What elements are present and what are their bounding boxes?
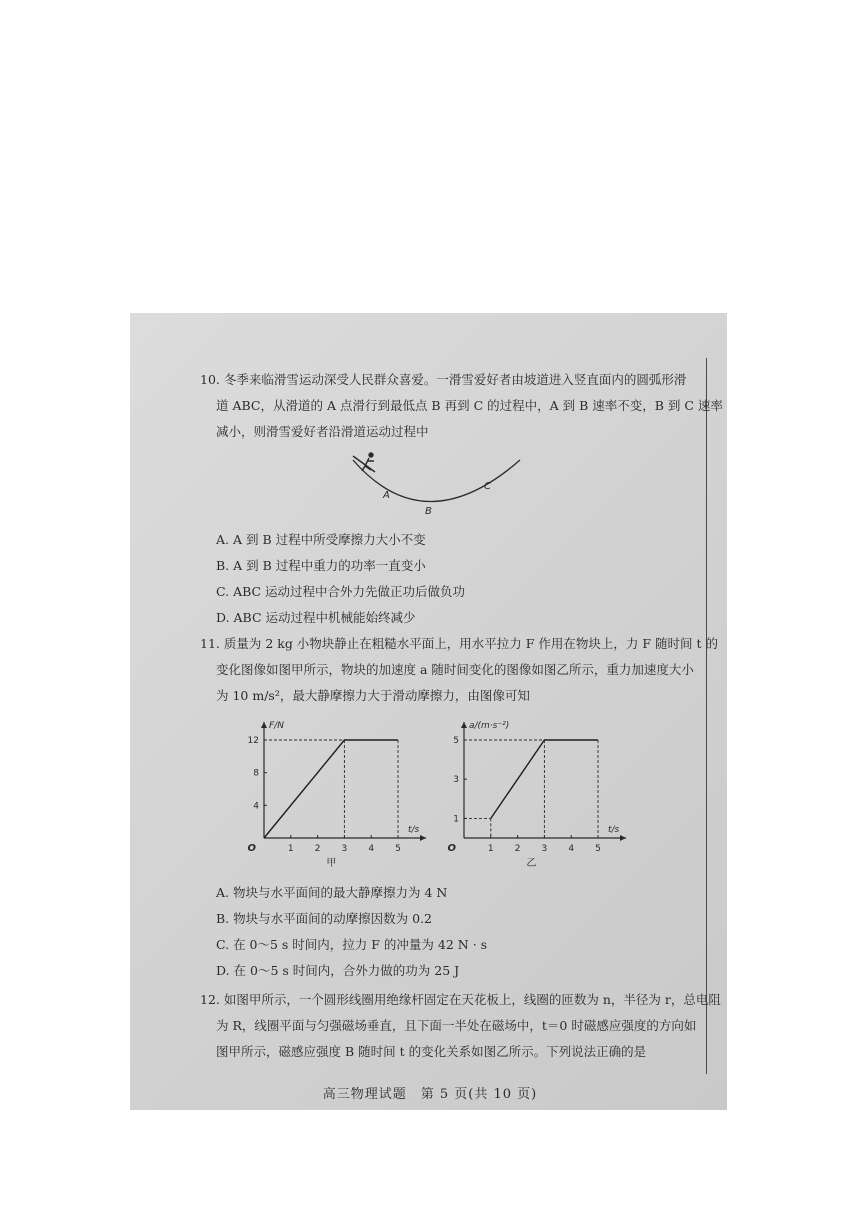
chart-caption: 乙 [526, 858, 537, 869]
x-tick-label: 4 [568, 844, 575, 854]
x-tick-label: 2 [514, 844, 521, 854]
y-tick-label: 8 [253, 768, 259, 779]
q11-option-a: A. 物块与水平面间的最大静摩擦力为 4 N [216, 885, 448, 900]
y-axis-arrow [461, 722, 467, 728]
arc-track [353, 460, 520, 502]
y-tick-label: 1 [453, 814, 459, 825]
ski-track-figure [345, 448, 530, 518]
q12-line-3: 图甲所示，磁感应强度 B 随时间 t 的变化关系如图乙所示。下列说法正确的是 [216, 1044, 647, 1059]
point-a-label: A [383, 490, 390, 501]
x-tick-label: 2 [314, 844, 321, 854]
q11-option-d: D. 在 0～5 s 时间内，合外力做的功为 25 J [216, 963, 460, 978]
q10-option-d: D. ABC 运动过程中机械能始终减少 [216, 610, 416, 625]
skier-icon [353, 453, 375, 472]
point-c-label: C [484, 481, 491, 492]
y-tick-label: 5 [453, 736, 459, 746]
x-tick-label: 4 [368, 844, 375, 854]
q11-option-c: C. 在 0～5 s 时间内，拉力 F 的冲量为 42 N · s [216, 937, 488, 952]
y-tick-label: 12 [247, 736, 259, 746]
q10-option-c: C. ABC 运动过程中合外力先做正功后做负功 [216, 584, 466, 599]
y-axis-label: a/(m·s⁻²) [469, 721, 510, 731]
chart-force-vs-time [240, 720, 440, 870]
x-axis-arrow [420, 835, 426, 841]
chart-acceleration-vs-time [440, 720, 640, 870]
q10-option-a: A. A 到 B 过程中所受摩擦力大小不变 [216, 532, 426, 547]
series-line [264, 740, 398, 838]
origin-label: O [247, 843, 256, 854]
q10-line-2: 道 ABC，从滑道的 A 点滑行到最低点 B 再到 C 的过程中，A 到 B 速率不变，B 到 C 速率 [216, 398, 723, 413]
point-b-label: B [425, 506, 432, 517]
x-tick-label: 5 [395, 844, 401, 854]
q10-option-b: B. A 到 B 过程中重力的功率一直变小 [216, 558, 426, 573]
y-tick-label: 4 [253, 801, 259, 812]
x-tick-label: 3 [541, 844, 548, 854]
x-axis-arrow [620, 835, 626, 841]
x-tick-label: 1 [487, 844, 494, 854]
y-axis-label: F/N [269, 721, 284, 731]
x-tick-label: 5 [595, 844, 601, 854]
q10-line-1: 10. 冬季来临滑雪运动深受人民群众喜爱。一滑雪爱好者由坡道进入竖直面内的圆弧形滑 [200, 372, 687, 387]
q11-line-3: 为 10 m/s²，最大静摩擦力大于滑动摩擦力，由图像可知 [216, 688, 530, 703]
x-axis-label: t/s [408, 825, 420, 835]
q11-line-2: 变化图像如图甲所示，物块的加速度 a 随时间变化的图像如图乙所示，重力加速度大小 [216, 662, 694, 677]
y-axis-arrow [261, 722, 267, 728]
y-tick-label: 3 [453, 775, 459, 786]
margin-rule [706, 358, 707, 1074]
q11-line-1: 11. 质量为 2 kg 小物块静止在粗糙水平面上，用水平拉力 F 作用在物块上，力 F 随时间 t 的 [200, 636, 719, 651]
q12-line-1: 12. 如图甲所示，一个圆形线圈用绝缘杆固定在天花板上，线圈的匝数为 n，半径为 r，总电阻 [200, 992, 721, 1007]
q11-option-b: B. 物块与水平面间的动摩擦因数为 0.2 [216, 911, 432, 926]
x-tick-label: 3 [341, 844, 348, 854]
x-axis-label: t/s [608, 825, 620, 835]
origin-label: O [447, 843, 456, 854]
chart-caption: 甲 [326, 858, 337, 869]
page-footer: 高三物理试题 第 5 页(共 10 页) [322, 1087, 538, 1102]
x-tick-label: 1 [287, 844, 294, 854]
q12-line-2: 为 R，线圈平面与匀强磁场垂直，且下面一半处在磁场中，t＝0 时磁感应强度的方向如 [216, 1018, 697, 1033]
q10-line-3: 减小，则滑雪爱好者沿滑道运动过程中 [216, 424, 429, 439]
